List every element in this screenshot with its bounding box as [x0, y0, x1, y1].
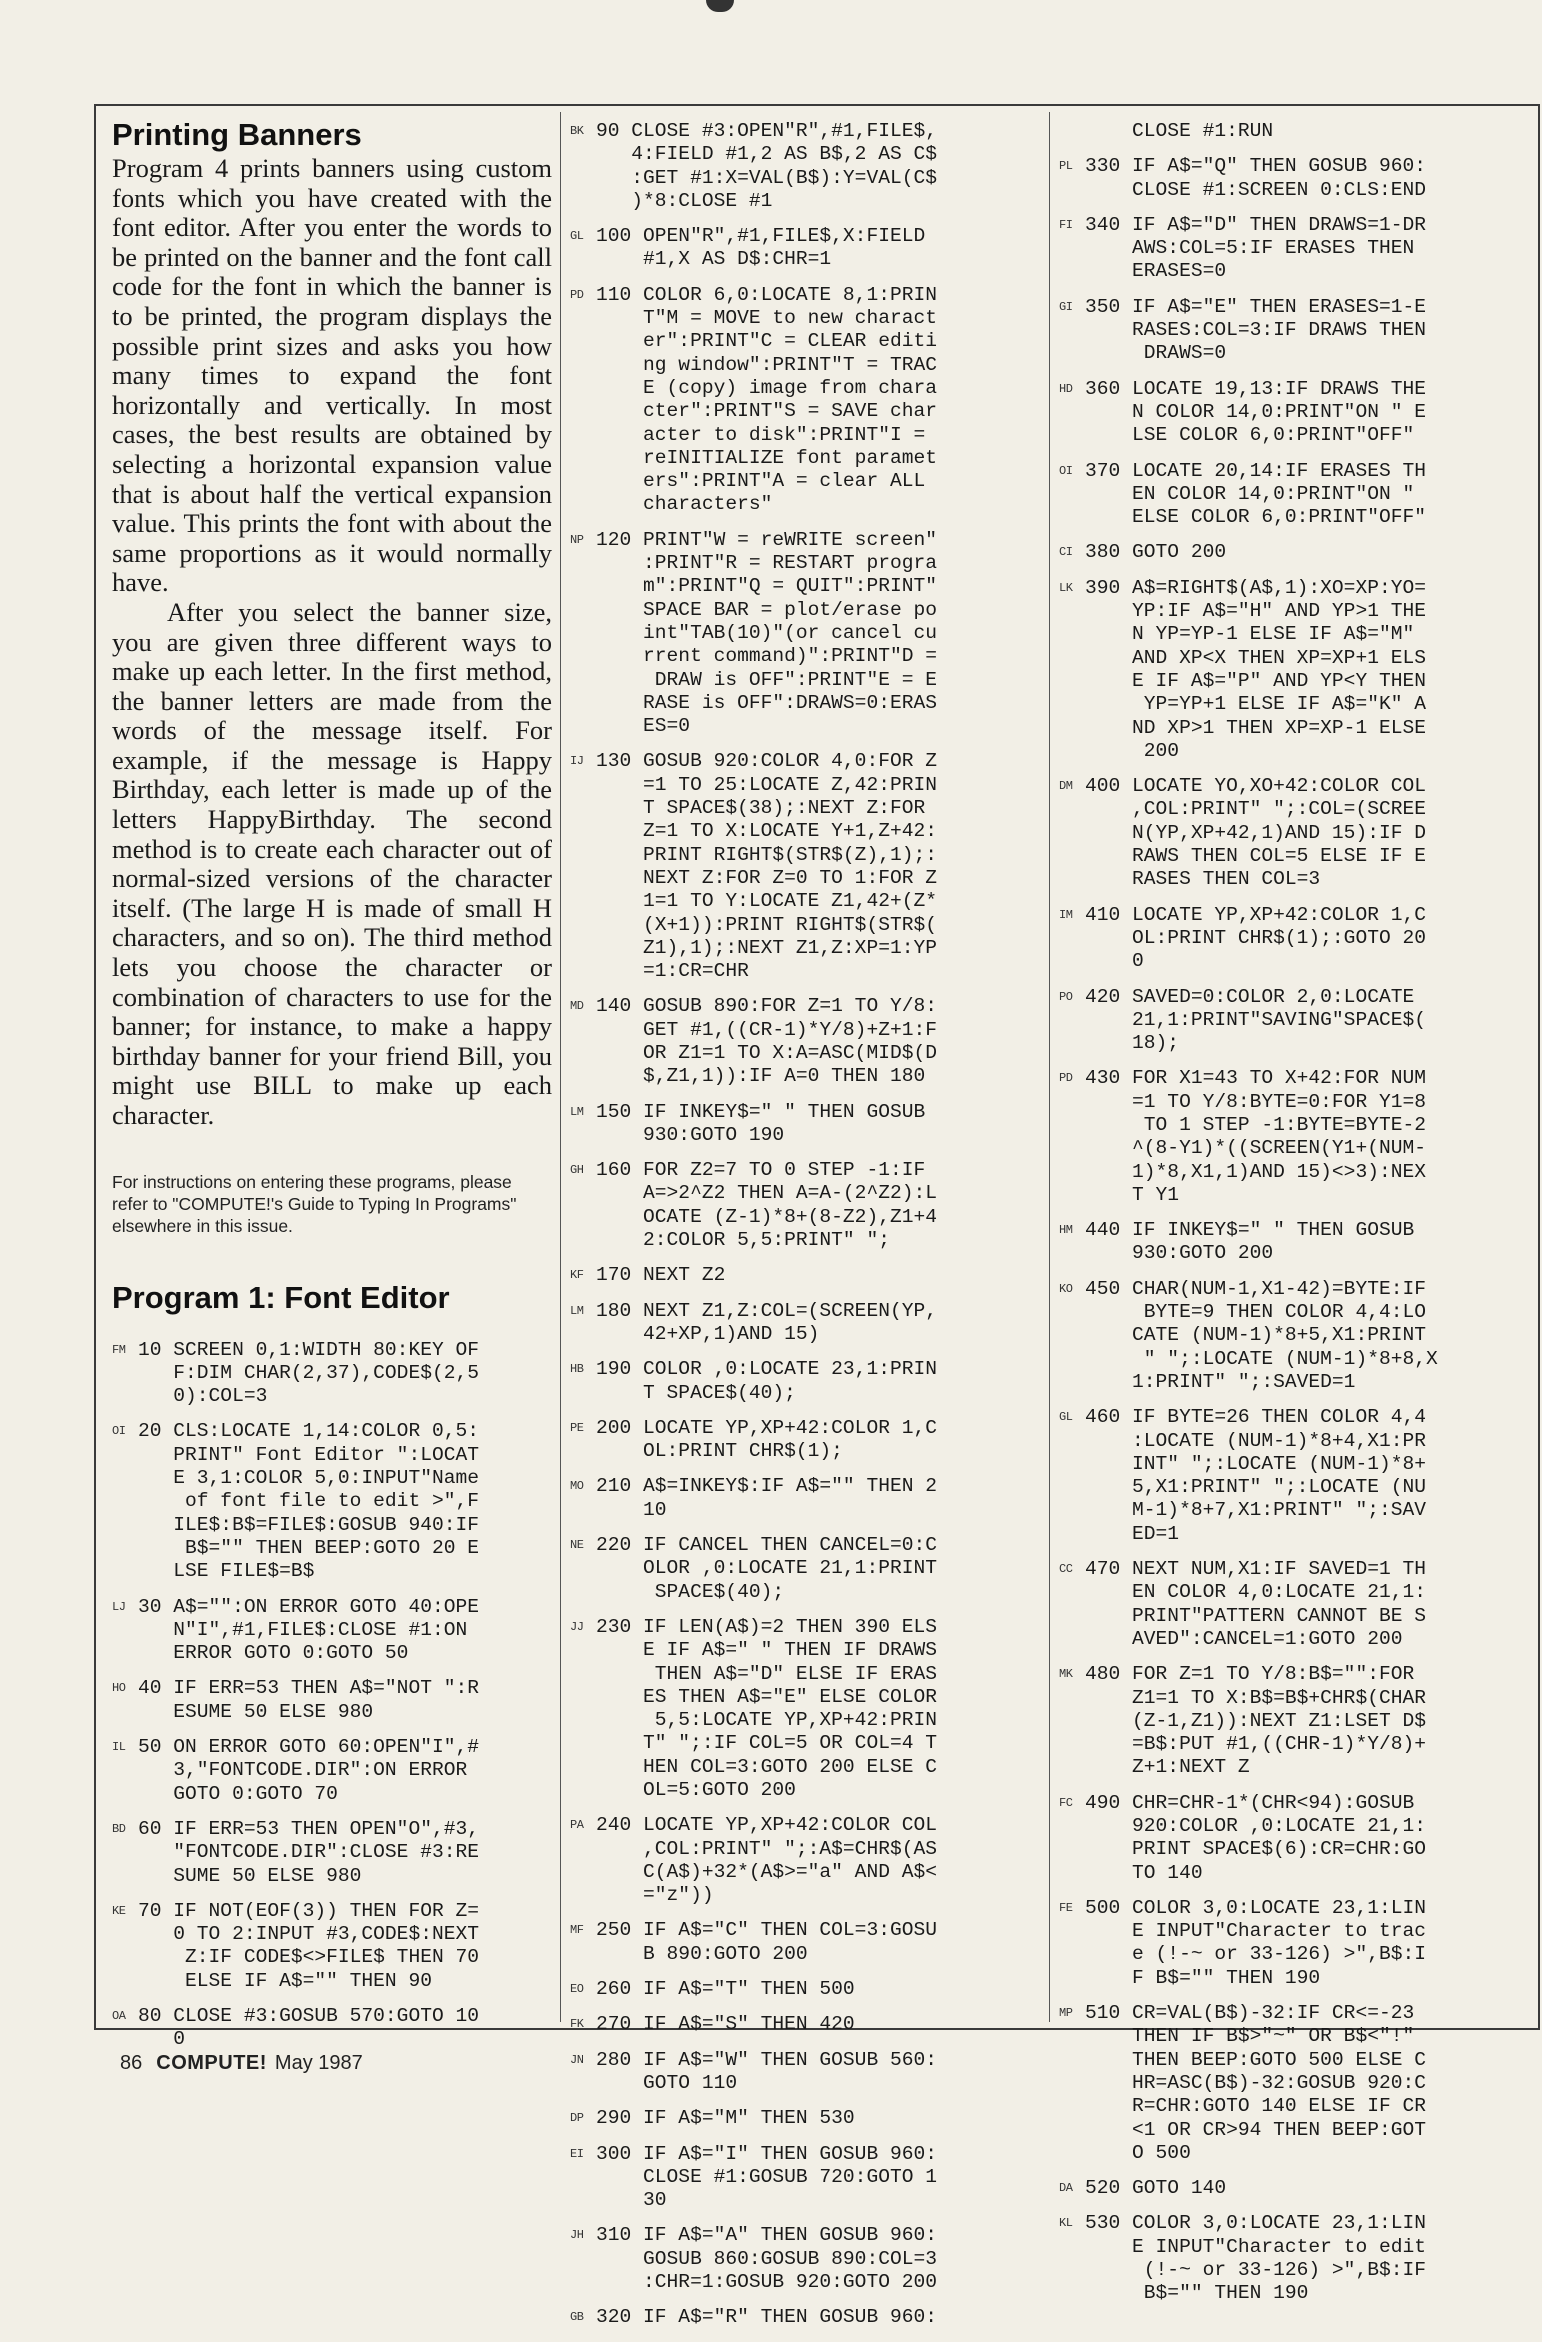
checksum: FK [570, 2017, 584, 2032]
checksum: PE [570, 1420, 584, 1435]
code-text: 430 FOR X1=43 TO X+42:FOR NUM =1 TO Y/8:BYTE=0:FOR Y1=8 TO 1 STEP -1:BYTE=BYTE-2 ^(8-Y1)*((SCREEN(Y1+(NUM- 1)*8,X1,1)AND 15)<>3):NEX T Y1 [1085, 1067, 1426, 1206]
code-text: 320 IF A$="R" THEN GOSUB 960: [596, 2306, 937, 2329]
code-line [1059, 1067, 1535, 1207]
checksum: KO [1059, 1281, 1073, 1296]
article-column [112, 116, 552, 2064]
checksum: JH [570, 2228, 584, 2243]
code-line [112, 1736, 552, 1806]
code-text: 110 COLOR 6,0:LOCATE 8,1:PRIN T"M = MOVE to new charact er":PRINT"C = CLEAR editi ng window":PRINT"T = TRAC E (copy) image from chara cter":PRINT"S = SAVE char acter to disk":PRINT"I = reINITIALIZE font paramet ers":PRINT"A = clear ALL characters" [596, 283, 937, 516]
checksum: IJ [570, 754, 584, 769]
code-line [1059, 214, 1535, 284]
code-text: 240 LOCATE YP,XP+42:COLOR COL ,COL:PRINT" ";:A$=CHR$(AS C(A$)+32*(A$>="a" AND A$< ="z")) [596, 1814, 937, 1907]
code-line [570, 225, 1040, 272]
paragraph: Program 4 prints banners using custom fonts which you have created with the font editor. After you enter the words to be printed on the banner and the font call code for the font in which the banner is to be printed, the program displays the possible print sizes and asks you how many times to expand the font horizontally and vertically. In most cases, the best results are obtained by selecting a horizontal expansion value that is about half the vertical expansion value. This prints the font with about the same proportions as it would normally have. [112, 153, 552, 598]
code-text: 160 FOR Z2=7 TO 0 STEP -1:IF A=>2^Z2 THEN A=A-(2^Z2):L OCATE (Z-1)*8+(8-Z2),Z1+4 2:COLOR 5,5:PRINT" "; [596, 1159, 937, 1252]
code-line [570, 1264, 1040, 1287]
code-text: 360 LOCATE 19,13:IF DRAWS THE N COLOR 14,0:PRINT"ON " E LSE COLOR 6,0:PRINT"OFF" [1085, 377, 1426, 447]
checksum: GH [570, 1163, 584, 1178]
code-text: 180 NEXT Z1,Z:COL=(SCREEN(YP, 42+XP,1)AND 15) [596, 1299, 937, 1345]
code-line [112, 1339, 552, 1409]
code-listing [112, 1339, 552, 2052]
code-text: 100 OPEN"R",#1,FILE$,X:FIELD #1,X AS D$:CHR=1 [596, 225, 926, 271]
checksum: LM [570, 1303, 584, 1318]
checksum: PA [570, 1818, 584, 1833]
code-text: 250 IF A$="C" THEN COL=3:GOSU B 890:GOTO 200 [596, 1919, 937, 1965]
checksum: BD [112, 1821, 126, 1836]
checksum: JN [570, 2052, 584, 2067]
code-text: 440 IF INKEY$=" " THEN GOSUB 930:GOTO 200 [1085, 1219, 1415, 1265]
code-text: 330 IF A$="Q" THEN GOSUB 960: CLOSE #1:SCREEN 0:CLS:END [1085, 155, 1426, 201]
code-line [1059, 775, 1535, 891]
code-line [1059, 2002, 1535, 2165]
checksum: MK [1059, 1667, 1073, 1682]
code-line [570, 2049, 1040, 2096]
magazine-name: COMPUTE! [156, 2052, 267, 2074]
code-line [1059, 1792, 1535, 1885]
checksum: EO [570, 1982, 584, 1997]
code-listing [1059, 120, 1535, 2318]
code-text: 530 COLOR 3,0:LOCATE 23,1:LIN E INPUT"Character to edit (!-~ or 33-126) >",B$:IF B$="" THEN 190 [1085, 2212, 1426, 2305]
code-line [1059, 904, 1535, 974]
article-body [112, 154, 552, 1131]
issue-date: May 1987 [274, 2052, 363, 2074]
code-line [570, 1475, 1040, 1522]
code-line [1059, 577, 1535, 763]
code-line [112, 1818, 552, 1888]
checksum: DA [1059, 2181, 1073, 2196]
code-text: 290 IF A$="M" THEN 530 [596, 2107, 855, 2130]
code-text: 470 NEXT NUM,X1:IF SAVED=1 TH EN COLOR 4,0:LOCATE 21,1: PRINT"PATTERN CANNOT BE S AVED":CANCEL=1:GOTO 200 [1085, 1558, 1426, 1650]
code-line [1059, 986, 1535, 1056]
code-line [112, 1420, 552, 1583]
code-line [570, 1616, 1040, 1802]
code-text: 60 IF ERR=53 THEN OPEN"O",#3, "FONTCODE.DIR":CLOSE #3:RE SUME 50 ELSE 980 [138, 1817, 479, 1887]
checksum: IM [1059, 907, 1073, 922]
checksum: CC [1059, 1562, 1073, 1577]
code-text: 520 GOTO 140 [1085, 2177, 1227, 2200]
code-line [1059, 1278, 1535, 1394]
code-text: 70 IF NOT(EOF(3)) THEN FOR Z= 0 TO 2:INPUT #3,CODE$:NEXT Z:IF CODE$<>FILE$ THEN 70 ELSE IF A$="" THEN 90 [138, 1899, 479, 1992]
paragraph: After you select the banner size, you are given three different ways to make up each letter. In the first method, the banner letters are made from the words of the message itself. For example, if the message is Happy Birthday, each letter is made up of the letters HappyBirthday. The second method is to create each character out of normal-sized versions of the character itself. (The large H is made of small H characters, and so on). The third method lets you choose the character or combination of characters to use for the banner; for instance, to make a happy birthday banner for your friend Bill, you might use BILL to make up each character. [112, 596, 552, 1130]
code-line [112, 1596, 552, 1666]
checksum: MF [570, 1923, 584, 1938]
code-line [1059, 1663, 1535, 1779]
code-line [570, 2224, 1040, 2294]
code-text: 400 LOCATE YO,XO+42:COLOR COL ,COL:PRINT" ";:COL=(SCREE N(YP,XP+42,1)AND 15):IF D RAWS THEN COL=5 ELSE IF E RASES THEN COL=3 [1085, 775, 1426, 891]
code-text: 200 LOCATE YP,XP+42:COLOR 1,C OL:PRINT CHR$(1); [596, 1416, 937, 1463]
checksum: HM [1059, 1223, 1073, 1238]
code-line [1059, 1219, 1535, 1266]
code-text: 170 NEXT Z2 [596, 1264, 726, 1287]
checksum: GL [570, 229, 584, 244]
checksum: MO [570, 1479, 584, 1494]
code-text: 20 CLS:LOCATE 1,14:COLOR 0,5: PRINT" Font Editor ":LOCAT E 3,1:COLOR 5,0:INPUT"Name of font file to edit >",F ILE$:B$=FILE$:GOSUB 940:IF B$="" THEN BEEP:GOTO 20 E LSE FILE$=B$ [138, 1420, 479, 1583]
code-text: 40 IF ERR=53 THEN A$="NOT ":R ESUME 50 ELSE 980 [138, 1677, 479, 1723]
article-title: Printing Banners [112, 117, 362, 152]
code-text: 30 A$="":ON ERROR GOTO 40:OPE N"I",#1,FILE$:CLOSE #1:ON ERROR GOTO 0:GOTO 50 [138, 1595, 479, 1665]
program-title: Program 1: Font Editor [112, 1279, 450, 1315]
code-text: 300 IF A$="I" THEN GOSUB 960: CLOSE #1:GOSUB 720:GOTO 1 30 [596, 2142, 937, 2212]
code-line [1059, 2212, 1535, 2305]
code-line [1059, 378, 1535, 448]
checksum: LJ [112, 1599, 126, 1614]
checksum: OA [112, 2009, 126, 2024]
torn-mark [706, 0, 734, 12]
code-text: 480 FOR Z=1 TO Y/8:B$="":FOR Z1=1 TO X:B$=B$+CHR$(CHAR (Z-1,Z1)):NEXT Z1:LSET D$ =B$:PUT #1,((CHR-1)*Y/8)+ Z+1:NEXT Z [1085, 1663, 1426, 1779]
code-line [570, 529, 1040, 739]
code-line [570, 2306, 1040, 2329]
checksum: OI [1059, 463, 1073, 478]
checksum: GL [1059, 1410, 1073, 1425]
checksum: PO [1059, 989, 1073, 1004]
code-line [112, 1677, 552, 1724]
checksum [1059, 120, 1085, 143]
code-line [1059, 120, 1535, 143]
checksum: HD [1059, 381, 1073, 396]
checksum: PD [570, 287, 584, 302]
checksum: GI [1059, 299, 1073, 314]
code-text: 510 CR=VAL(B$)-32:IF CR<=-23 THEN IF B$>"~" OR B$<"!" THEN BEEP:GOTO 500 ELSE C HR=ASC(B$)-32:GOSUB 920:C R=CHR:GOTO 140 ELSE IF CR <1 OR CR>94 THEN BEEP:GOT O 500 [1085, 2002, 1426, 2164]
checksum: NE [570, 1538, 584, 1553]
column-divider [1049, 112, 1050, 2022]
code-line [570, 1300, 1040, 1347]
checksum: MD [570, 999, 584, 1014]
checksum: DP [570, 2111, 584, 2126]
code-line [112, 1900, 552, 1993]
column-divider [560, 112, 561, 2022]
page-number: 86 [120, 2052, 143, 2074]
checksum: OI [112, 1424, 126, 1439]
code-line [112, 2005, 552, 2052]
code-text: 230 IF LEN(A$)=2 THEN 390 ELS E IF A$=" " THEN IF DRAWS THEN A$="D" ELSE IF ERAS ES THEN A$="E" ELSE COLOR 5,5:LOCATE YP,XP+42:PRIN T" ";:IF COL=5 OR COL=4 T HEN COL=3:GOTO 200 ELSE C OL=5:GOTO 200 [596, 1615, 937, 1801]
code-line [570, 120, 1040, 213]
code-line [1059, 1897, 1535, 1990]
checksum: FC [1059, 1795, 1073, 1810]
code-text: 120 PRINT"W = reWRITE screen" :PRINT"R = RESTART progra m":PRINT"Q = QUIT":PRINT" SPACE BAR = plot/erase po int"TAB(10)"(or cancel cu rrent command)":PRINT"D = DRAW is OFF":PRINT"E = E RASE is OFF":DRAWS=0:ERAS ES=0 [596, 528, 937, 738]
code-text: CLOSE #1:RUN [1085, 120, 1274, 142]
checksum: DM [1059, 779, 1073, 794]
checksum: LM [570, 1104, 584, 1119]
code-text: 10 SCREEN 0,1:WIDTH 80:KEY OF F:DIM CHAR(2,37),CODE$(2,5 0):COL=3 [138, 1338, 479, 1408]
checksum: EI [570, 2146, 584, 2161]
checksum: MP [1059, 2006, 1073, 2021]
checksum: HO [112, 1681, 126, 1696]
checksum: LK [1059, 580, 1073, 595]
code-text: 210 A$=INKEY$:IF A$="" THEN 2 10 [596, 1475, 937, 1521]
code-line [570, 995, 1040, 1088]
code-text: 500 COLOR 3,0:LOCATE 23,1:LIN E INPUT"Character to trac e (!-~ or 33-126) >",B$:I F B$="" THEN 190 [1085, 1896, 1426, 1989]
code-text: 380 GOTO 200 [1085, 541, 1227, 564]
code-text: 420 SAVED=0:COLOR 2,0:LOCATE 21,1:PRINT"SAVING"SPACE$( 18); [1085, 985, 1426, 1055]
checksum: KL [1059, 2216, 1073, 2231]
checksum: PD [1059, 1071, 1073, 1086]
code-line [1059, 541, 1535, 564]
code-line [570, 284, 1040, 517]
code-text: 50 ON ERROR GOTO 60:OPEN"I",# 3,"FONTCODE.DIR":ON ERROR GOTO 0:GOTO 70 [138, 1736, 479, 1805]
code-text: 350 IF A$="E" THEN ERASES=1-E RASES:COL=3:IF DRAWS THEN DRAWS=0 [1085, 295, 1426, 365]
code-line [1059, 155, 1535, 202]
code-line [1059, 296, 1535, 366]
checksum: BK [570, 124, 584, 138]
code-text: 460 IF BYTE=26 THEN COLOR 4,4 :LOCATE (NUM-1)*8+4,X1:PR INT" ";:LOCATE (NUM-1)*8+ 5,X1:PRINT" ";:LOCATE (NU M-1)*8+7,X1:PRINT" ";:SAV ED=1 [1085, 1406, 1426, 1545]
code-line [570, 2107, 1040, 2130]
code-text: 490 CHR=CHR-1*(CHR<94):GOSUB 920:COLOR ,0:LOCATE 21,1: PRINT SPACE$(6):CR=CHR:GO TO 140 [1085, 1791, 1426, 1884]
code-text: 410 LOCATE YP,XP+42:COLOR 1,C OL:PRINT CHR$(1);:GOTO 20 0 [1085, 903, 1426, 973]
code-text: 340 IF A$="D" THEN DRAWS=1-DR AWS:COL=5:IF ERASES THEN ERASES=0 [1085, 213, 1426, 283]
code-text: 390 A$=RIGHT$(A$,1):XO=XP:YO= YP:IF A$="H" AND YP>1 THE N YP=YP-1 ELSE IF A$="M" AND XP<X THEN XP=XP+1 ELS E IF A$="P" AND YP<Y THEN YP=YP+1 ELSE IF A$="K" A ND XP>1 THEN XP=XP-1 ELSE 200 [1085, 576, 1426, 762]
code-text: 220 IF CANCEL THEN CANCEL=0:C OLOR ,0:LOCATE 21,1:PRINT SPACE$(40); [596, 1534, 937, 1603]
code-listing [570, 120, 1040, 2342]
code-line [570, 2143, 1040, 2213]
code-line [570, 1417, 1040, 1464]
code-line [1059, 1406, 1535, 1546]
code-line [570, 1978, 1040, 2001]
checksum: CI [1059, 545, 1073, 560]
code-line [1059, 1558, 1535, 1651]
checksum: PL [1059, 159, 1073, 174]
code-text: 90 CLOSE #3:OPEN"R",#1,FILE$, 4:FIELD #1,2 AS B$,2 AS C$ :GET #1:X=VAL(B$):Y=VAL(C$ )*8:CLOSE #1 [596, 120, 937, 212]
checksum: KF [570, 1268, 584, 1283]
page-footer [120, 2052, 363, 2075]
code-line [570, 750, 1040, 983]
code-text: 370 LOCATE 20,14:IF ERASES TH EN COLOR 14,0:PRINT"ON " ELSE COLOR 6,0:PRINT"OFF" [1085, 459, 1426, 529]
code-line [1059, 2177, 1535, 2200]
typing-note: For instructions on entering these programs, please refer to "COMPUTE!'s Guide to Typing In Programs" elsewhere in this issue. [112, 1171, 517, 1236]
code-line [570, 2013, 1040, 2036]
checksum: NP [570, 532, 584, 547]
checksum: JJ [570, 1619, 584, 1634]
code-text: 80 CLOSE #3:GOSUB 570:GOTO 10 0 [138, 2005, 479, 2051]
checksum: KE [112, 1903, 126, 1918]
code-line [570, 1919, 1040, 1966]
checksum: FE [1059, 1900, 1073, 1915]
code-text: 260 IF A$="T" THEN 500 [596, 1978, 855, 2001]
code-text: 310 IF A$="A" THEN GOSUB 960: GOSUB 860:GOSUB 890:COL=3 :CHR=1:GOSUB 920:GOTO 200 [596, 2224, 937, 2294]
code-text: 190 COLOR ,0:LOCATE 23,1:PRIN T SPACE$(40); [596, 1358, 937, 1404]
checksum: FM [112, 1342, 126, 1357]
checksum: GB [570, 2310, 584, 2325]
code-text: 280 IF A$="W" THEN GOSUB 560: GOTO 110 [596, 2048, 937, 2094]
code-line [570, 1101, 1040, 1148]
checksum: FI [1059, 217, 1073, 232]
code-line [570, 1534, 1040, 1604]
code-line [570, 1814, 1040, 1907]
code-line [570, 1159, 1040, 1252]
checksum: IL [112, 1740, 126, 1755]
code-text: 130 GOSUB 920:COLOR 4,0:FOR Z =1 TO 25:LOCATE Z,42:PRIN T SPACE$(38);:NEXT Z:FOR Z=1 TO X:LOCATE Y+1,Z+42: PRINT RIGHT$(STR$(Z),1);: NEXT Z:FOR Z=0 TO 1:FOR Z 1=1 TO Y:LOCATE Z1,42+(Z* (X+1)):PRINT RIGHT$(STR$( Z1),1);:NEXT Z1,Z:XP=1:YP =1:CR=CHR [596, 750, 937, 983]
code-text: 270 IF A$="S" THEN 420 [596, 2013, 855, 2036]
checksum: HB [570, 1362, 584, 1377]
code-line [1059, 460, 1535, 530]
code-text: 150 IF INKEY$=" " THEN GOSUB 930:GOTO 190 [596, 1100, 926, 1146]
code-text: 450 CHAR(NUM-1,X1-42)=BYTE:IF BYTE=9 THEN COLOR 4,4:LO CATE (NUM-1)*8+5,X1:PRINT " ";:LOCATE (NUM-1)*8+8,X 1:PRINT" ";:SAVED=1 [1085, 1277, 1438, 1393]
code-text: 140 GOSUB 890:FOR Z=1 TO Y/8: GET #1,((CR-1)*Y/8)+Z+1:F OR Z1=1 TO X:A=ASC(MID$(D $,Z1,1)):IF A=0 THEN 180 [596, 995, 937, 1088]
code-line [570, 1358, 1040, 1405]
